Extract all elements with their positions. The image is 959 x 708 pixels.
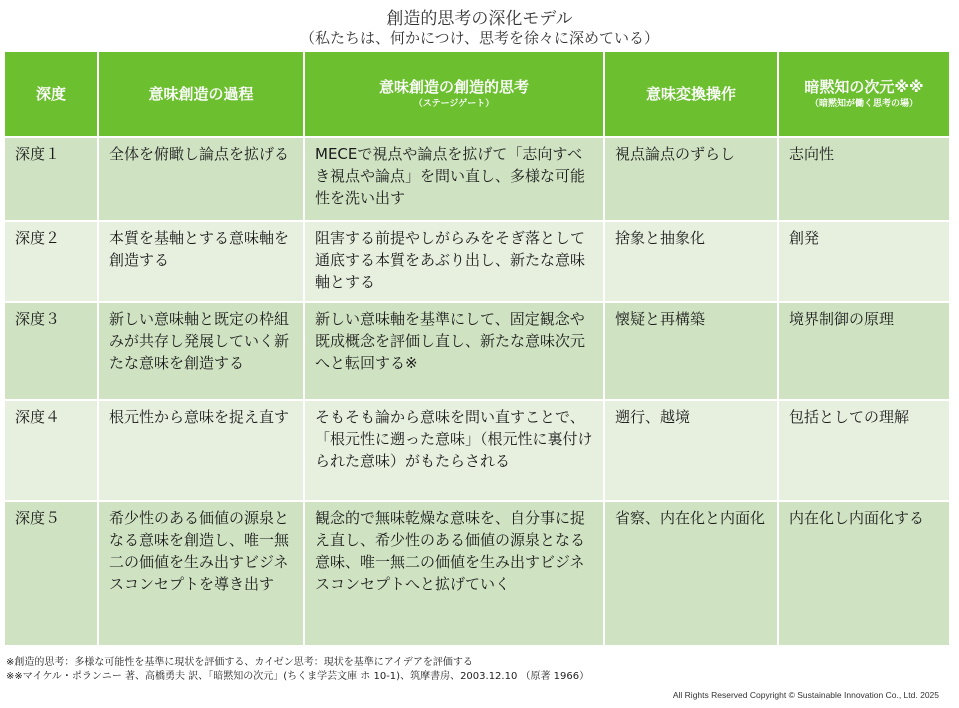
creative-thinking-cell: 阻害する前提やしがらみをそぎ落として通底する本質をあぶり出し、新たな意味軸とする [304, 221, 604, 302]
page-title: 創造的思考の深化モデル [386, 9, 573, 29]
tacit-dimension-cell: 志向性 [778, 137, 949, 221]
table-row [5, 302, 949, 400]
process-cell: 根元性から意味を捉え直す [98, 400, 304, 501]
transformation-cell: 遡行、越境 [604, 400, 778, 501]
creative-thinking-cell: そもそも論から意味を問い直すことで、「根元性に遡った意味」（根元性に裏付けられた意味）がもたらされる [304, 400, 604, 501]
depth-cell: 深度３ [5, 302, 98, 400]
header-row [5, 52, 949, 137]
depth-cell: 深度２ [5, 221, 98, 302]
process-cell: 本質を基軸とする意味軸を創造する [98, 221, 304, 302]
header-depth-label: 深度 [35, 85, 66, 103]
process-cell: 新しい意味軸と既定の枠組みが共存し発展していく新たな意味を創造する [98, 302, 304, 400]
process-cell: 全体を俯瞰し論点を拡げる [98, 137, 304, 221]
creative-thinking-cell: MECEで視点や論点を拡げて「志向すべき視点や論点」を問い直し、多様な可能性を洗い出す [304, 137, 604, 221]
tacit-dimension-cell: 内在化し内面化する [778, 501, 949, 645]
header-depth [5, 52, 98, 137]
tacit-dimension-cell: 境界制御の原理 [778, 302, 949, 400]
process-cell: 希少性のある価値の源泉となる意味を創造し、唯一無二の価値を生み出すビジネスコンセプトを導き出す [98, 501, 304, 645]
transformation-cell: 視点論点のずらし [604, 137, 778, 221]
transformation-cell: 捨象と抽象化 [604, 221, 778, 302]
header-creative-thinking-label: 意味創造の創造的思考 [378, 78, 529, 96]
table-row [5, 221, 949, 302]
depth-cell: 深度１ [5, 137, 98, 221]
creative-thinking-cell: 新しい意味軸を基準にして、固定観念や既成概念を評価し直し、新たな意味次元へと転回する※ [304, 302, 604, 400]
header-tacit-dimension-sublabel: （暗黙知が働く思考の場） [809, 99, 918, 109]
header-creative-thinking-sublabel: （ステージゲート） [413, 99, 495, 109]
tacit-dimension-cell: 創発 [778, 221, 949, 302]
header-tacit-dimension [778, 52, 949, 137]
footnote-reference: ※※マイケル・ポランニー 著、高橋勇夫 訳、「暗黙知の次元」(ちくま学芸文庫 ホ 10-1)、筑摩書房、2003.12.10 （原著 1966） [6, 671, 590, 682]
copyright-notice: All Rights Reserved Copyright © Sustainable Innovation Co., Ltd. 2025 [672, 690, 939, 700]
transformation-cell: 省察、内在化と内面化 [604, 501, 778, 645]
depth-cell: 深度４ [5, 400, 98, 501]
header-process [98, 52, 304, 137]
creative-thinking-cell: 観念的で無味乾燥な意味を、自分事に捉え直し、希少性のある価値の源泉となる意味、唯一無二の価値を生み出すビジネスコンセプトへと拡げていく [304, 501, 604, 645]
tacit-dimension-cell: 包括としての理解 [778, 400, 949, 501]
table-row [5, 501, 949, 645]
table-row [5, 137, 949, 221]
header-transformation [604, 52, 778, 137]
depth-cell: 深度５ [5, 501, 98, 645]
page-subtitle: （私たちは、何かにつけ、思考を徐々に深めている） [299, 29, 660, 47]
transformation-cell: 懐疑と再構築 [604, 302, 778, 400]
header-tacit-dimension-label: 暗黙知の次元※※ [804, 78, 924, 96]
header-creative-thinking [304, 52, 604, 137]
depth-model-table [5, 52, 949, 645]
footnote-creative-thinking: ※創造的思考：多様な可能性を基準に現状を評価する、カイゼン思考：現状を基準にアイデアを評価する [6, 657, 473, 668]
header-process-label: 意味創造の過程 [148, 85, 254, 103]
header-transformation-label: 意味変換操作 [645, 85, 736, 103]
table-row [5, 400, 949, 501]
